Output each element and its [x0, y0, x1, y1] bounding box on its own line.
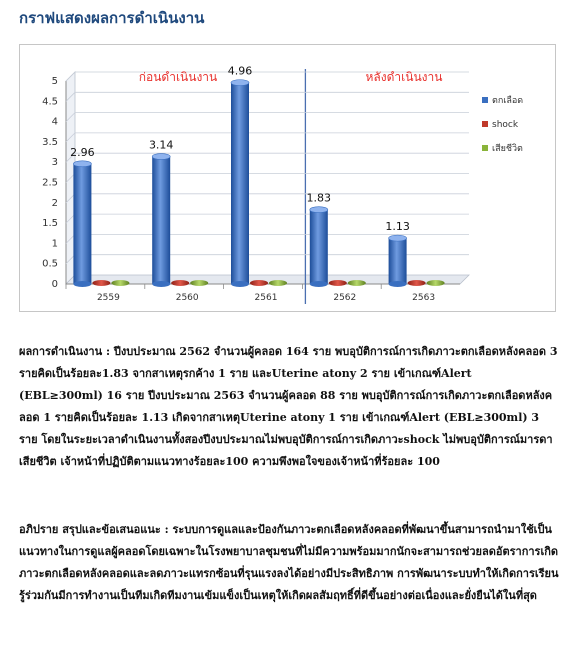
annotation-before: ก่อนดำเนินงาน: [138, 70, 218, 84]
x-tick-label: 2563: [412, 293, 436, 303]
bar-base: [310, 281, 328, 287]
bar-top: [152, 154, 170, 160]
legend-label: เสียชีวิต: [492, 144, 523, 154]
page-title: กราฟแสดงผลการดำเนินงาน: [19, 9, 205, 27]
bar: [389, 238, 407, 284]
gridline: [66, 113, 469, 122]
y-tick-label: 0: [51, 279, 58, 290]
y-tick-label: 3.5: [42, 136, 58, 148]
bar-zero: [250, 280, 268, 286]
bar-base: [73, 281, 91, 287]
bar-chart: [20, 45, 555, 311]
legend-label: shock: [492, 120, 519, 130]
data-label: 4.96: [227, 64, 253, 78]
annotation-after: หลังดำเนินงาน: [365, 70, 443, 84]
bar-zero: [190, 280, 208, 286]
gridline: [66, 234, 469, 243]
x-tick-label: 2561: [254, 293, 278, 303]
bar-zero: [269, 280, 287, 286]
bar-zero: [427, 280, 445, 286]
y-tick-label: 1: [51, 238, 58, 250]
bar-top: [231, 80, 249, 86]
bar-base: [231, 281, 249, 287]
legend-swatch: [482, 121, 488, 127]
bar-zero: [92, 280, 110, 286]
gridline: [66, 92, 469, 101]
bar-zero: [408, 280, 426, 286]
x-tick-label: 2559: [96, 293, 120, 303]
bar: [310, 210, 328, 284]
y-tick-label: 1.5: [42, 218, 58, 230]
legend-swatch: [482, 145, 488, 151]
y-tick-label: 4: [51, 116, 58, 128]
bar-zero: [171, 280, 189, 286]
y-tick-label: 4.5: [42, 96, 58, 108]
legend-swatch: [482, 97, 488, 103]
data-label: 3.14: [148, 138, 174, 152]
legend-label: ตกเลือด: [492, 96, 524, 106]
gridline: [66, 174, 469, 183]
gridline: [66, 133, 469, 142]
y-tick-label: 3: [51, 157, 58, 169]
bar-top: [73, 161, 91, 167]
bar-zero: [348, 280, 366, 286]
y-tick-label: 2.5: [42, 177, 58, 189]
bar-top: [389, 235, 407, 241]
discussion-paragraph: อภิปราย สรุปและข้อเสนอแนะ : ระบบการดูแลและป้องกันภาวะตกเลือดหลังคลอดที่พัฒนาขึ้นสามารถนำมาใช้เป็นแนวทางในการดูแลผู้คลอดโดยเฉพาะในโรงพยาบาลชุมชนที่ไม่มีความพร้อมมากนักจะสามารถช่วยลดอัตราการเกิดภาวะตกเลือดหลังคลอดและลดภาวะแทรกซ้อนที่รุนแรงลงได้อย่างมีประสิทธิภาพ การพัฒนาระบบทำให้เกิดการเรียนรู้ร่วมกันมีการทำงานเป็นทีมเกิดทีมงานเข้มแข็งเป็นเหตุให้เกิดผลสัมฤทธิ์ที่ดีขึ้นอย่างต่อเนื่องและยั่งยืนได้ในที่สุด: [19, 523, 559, 602]
y-tick-label: 5: [51, 76, 58, 87]
bar: [152, 157, 170, 284]
data-label: 1.83: [306, 191, 332, 205]
bar-zero: [329, 280, 347, 286]
bar: [73, 164, 91, 284]
gridline: [66, 255, 469, 264]
gridline: [66, 153, 469, 162]
y-tick-label: 2: [51, 197, 58, 209]
bar-base: [389, 281, 407, 287]
chart-frame: [19, 44, 556, 312]
data-label: 1.13: [385, 220, 410, 234]
gridline: [66, 191, 469, 205]
y-tick-label: 0.5: [42, 258, 58, 270]
x-tick-label: 2560: [175, 293, 199, 303]
x-tick-label: 2562: [333, 293, 357, 303]
bar-zero: [111, 280, 129, 286]
bar: [231, 83, 249, 284]
data-label: 2.96: [70, 145, 95, 159]
bar-top: [310, 207, 328, 213]
result-paragraph: ผลการดำเนินงาน : ปีงบประมาณ 2562 จำนวนผู้คลอด 164 ราย พบอุบัติการณ์การเกิดภาวะตกเลือดหลังคลอด 3 รายคิดเป็นร้อยละ1.83 จากสาเหตุรกค้าง 1 ราย และUterine atony 2 ราย เข้าเกณฑ์Alert (EBL≥300ml) 16 ราย ปีงบประมาณ 2563 จำนวนผู้คลอด 88 ราย พบอุบัติการณ์การเกิดภาวะตกเลือดหลังคลอด 1 รายคิดเป็นร้อยละ 1.13 เกิดจากสาเหตุUterine atony 1 ราย เข้าเกณฑ์Alert (EBL≥300ml) 3 ราย โดยในระยะเวลาดำเนินงานทั้งสองปีงบประมาณไม่พบอุบัติการณ์การเกิดภาวะshock ไม่พบอุบัติการณ์มารดาเสียชีวิต เจ้าหน้าที่ปฏิบัติตามแนวทางร้อยละ100 ความพึงพอใจของเจ้าหน้าที่ร้อยละ 100: [19, 345, 558, 468]
bar-base: [152, 281, 170, 287]
